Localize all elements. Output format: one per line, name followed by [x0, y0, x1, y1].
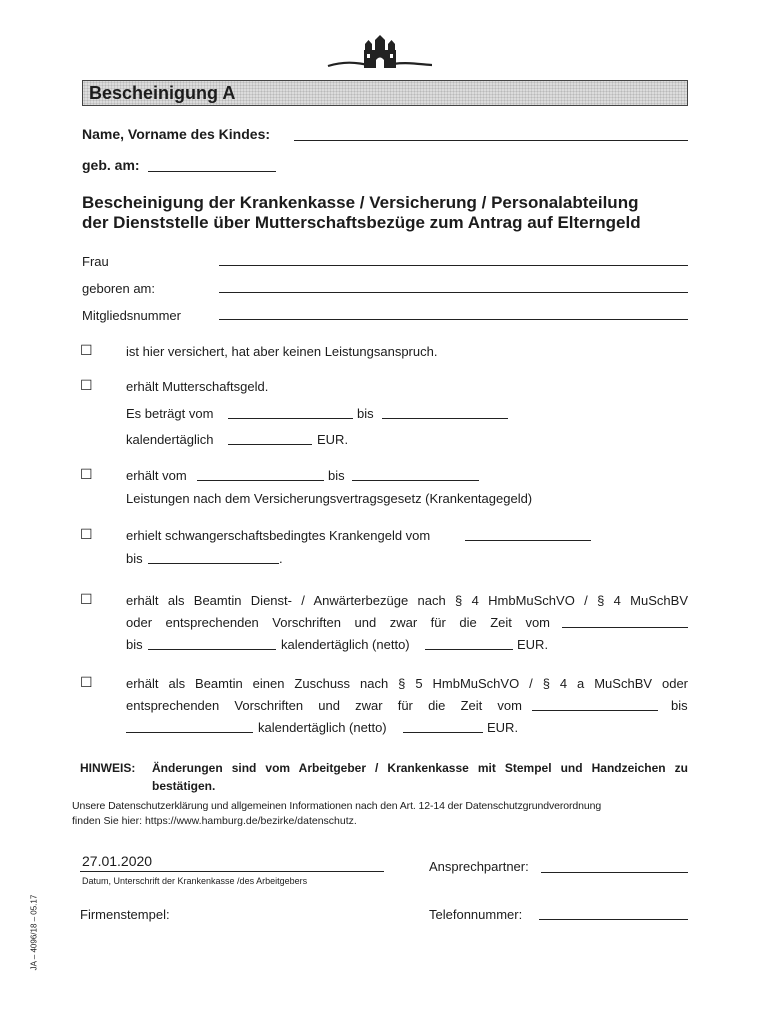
form-title: Bescheinigung A — [89, 83, 236, 103]
option-5-daily-field[interactable] — [425, 649, 513, 650]
option-4-to-field[interactable] — [148, 563, 279, 564]
option-5-checkbox[interactable]: ☐ — [80, 591, 93, 607]
option-1-checkbox[interactable]: ☐ — [80, 342, 93, 358]
option-5-text-2: oder entsprechenden Vorschriften und zwar für die Zeit vom — [126, 615, 550, 630]
hinweis-text-1: Änderungen sind vom Arbeitgeber / Krankenkasse mit Stempel und Handzeichen zu — [152, 761, 688, 775]
option-5-daily-label: kalendertäglich (netto) — [281, 637, 410, 652]
option-6-from-field[interactable] — [532, 710, 658, 711]
option-4-from-field[interactable] — [465, 540, 591, 541]
hamburg-logo — [326, 34, 434, 74]
option-5-to-label: bis — [126, 637, 143, 652]
geboren-label: geboren am: — [82, 281, 155, 296]
option-2-eur: EUR. — [317, 432, 349, 447]
contact-field[interactable] — [541, 872, 688, 873]
option-6-to-label: bis — [671, 698, 688, 713]
stamp-label: Firmenstempel: — [80, 907, 170, 922]
option-3-to-label: bis — [328, 468, 345, 483]
option-2-daily-field[interactable] — [228, 444, 312, 445]
option-5-to-field[interactable] — [148, 649, 276, 650]
option-3-to-field[interactable] — [352, 480, 479, 481]
option-2-from-label: Es beträgt vom — [126, 406, 214, 421]
option-5-from-field[interactable] — [562, 627, 688, 628]
contact-label: Ansprechpartner: — [429, 859, 529, 874]
option-3-from-field[interactable] — [197, 480, 324, 481]
option-6-to-field[interactable] — [126, 732, 253, 733]
date-signature-line[interactable] — [80, 871, 384, 872]
date-value[interactable]: 27.01.2020 — [82, 853, 153, 869]
option-2-checkbox[interactable]: ☐ — [80, 377, 93, 393]
phone-label: Telefonnummer: — [429, 907, 523, 922]
option-4-checkbox[interactable]: ☐ — [80, 526, 93, 542]
option-3-from-label: erhält vom — [126, 468, 187, 483]
child-dob-field[interactable] — [148, 171, 276, 172]
option-5-text-1: erhält als Beamtin Dienst- / Anwärterbezüge nach § 4 HmbMuSchVO / § 4 MuSchBV — [126, 593, 688, 608]
geboren-field[interactable] — [219, 292, 688, 293]
option-6-eur: EUR. — [487, 720, 519, 735]
subtitle-line-2: der Dienststelle über Mutterschaftsbezüge zum Antrag auf Elterngeld — [82, 213, 641, 232]
option-2-to-label: bis — [357, 406, 374, 421]
child-dob-label: geb. am: — [82, 157, 140, 173]
option-3-text: Leistungen nach dem Versicherungsvertragsgesetz (Krankentagegeld) — [126, 491, 533, 506]
option-2-daily-label: kalendertäglich — [126, 432, 214, 447]
option-2-to-field[interactable] — [382, 418, 508, 419]
option-2-text: erhält Mutterschaftsgeld. — [126, 379, 269, 394]
hinweis-text-2: bestätigen. — [152, 779, 216, 793]
option-6-daily-label: kalendertäglich (netto) — [258, 720, 387, 735]
phone-field[interactable] — [539, 919, 688, 920]
child-name-field[interactable] — [294, 140, 688, 141]
option-6-checkbox[interactable]: ☐ — [80, 674, 93, 690]
privacy-text-1: Unsere Datenschutzerklärung und allgemeinen Informationen nach den Art. 12-14 der Datenschutzgrundverordnung — [72, 800, 602, 812]
option-5-eur: EUR. — [517, 637, 549, 652]
privacy-text-2: finden Sie hier: https://www.hamburg.de/bezirke/datenschutz. — [72, 815, 357, 827]
hinweis-label: HINWEIS: — [80, 761, 136, 775]
option-1-text: ist hier versichert, hat aber keinen Leistungsanspruch. — [126, 344, 438, 359]
option-4-text: erhielt schwangerschaftsbedingtes Krankengeld vom — [126, 528, 431, 543]
option-4-period: . — [279, 551, 283, 566]
date-caption: Datum, Unterschrift der Krankenkasse /des Arbeitgebers — [82, 876, 308, 886]
mitglied-label: Mitgliedsnummer — [82, 308, 181, 323]
option-4-to-label: bis — [126, 551, 143, 566]
option-2-from-field[interactable] — [228, 418, 353, 419]
option-3-checkbox[interactable]: ☐ — [80, 466, 93, 482]
form-title-box — [82, 80, 688, 106]
option-6-daily-field[interactable] — [403, 732, 483, 733]
form-code: JA – 4096/18 – 05.17 — [29, 894, 39, 971]
mitglied-field[interactable] — [219, 319, 688, 320]
child-name-label: Name, Vorname des Kindes: — [82, 126, 271, 142]
option-6-text-2: entsprechenden Vorschriften und zwar für die Zeit vom — [126, 698, 522, 713]
frau-label: Frau — [82, 254, 109, 269]
option-6-text-1: erhält als Beamtin einen Zuschuss nach § 5 HmbMuSchVO / § 4 a MuSchBV oder — [126, 676, 688, 691]
frau-field[interactable] — [219, 265, 688, 266]
subtitle-line-1: Bescheinigung der Krankenkasse / Versicherung / Personalabteilung — [82, 193, 639, 212]
